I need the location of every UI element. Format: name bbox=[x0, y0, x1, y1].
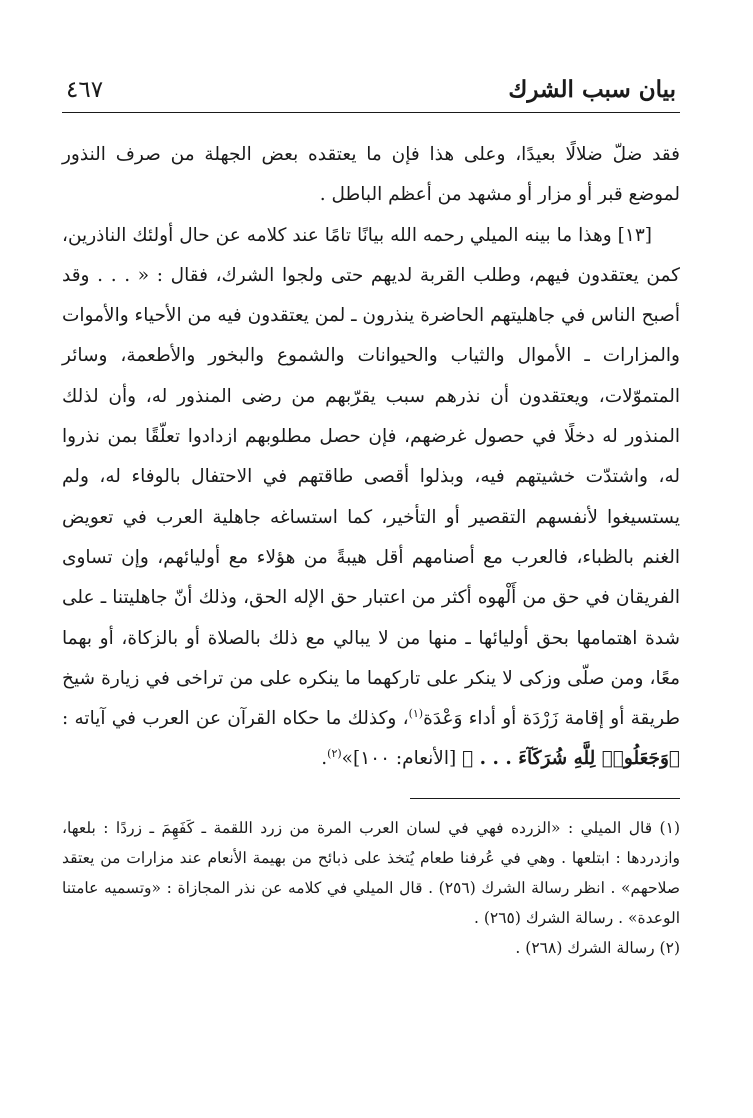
footnote-separator bbox=[410, 798, 680, 799]
book-page bbox=[62, 76, 680, 963]
paragraph-2 bbox=[62, 216, 680, 780]
running-title: بيان سبب الشرك bbox=[508, 76, 676, 103]
footnote-1: (١) قال الميلي : «الزرده فهي في لسان العرب المرة من زرد اللقمة ـ كَفَهِمَ ـ زردًا : بلعها، وازدردها : ابتلعها . وهي في عُرفنا طعام يُتخذ على ذبائح من بهيمة الأنعام عند مزارات من يعتقد صلاحهم» . انظر رسالة الشرك (٢٥٦) . قال الميلي في كلامه عن نذر المجازاة : «وتسميه عامتنا الوعدة» . رسالة الشرك (٢٦٥) . bbox=[62, 818, 680, 927]
footnotes bbox=[62, 813, 680, 963]
page-number: ٤٦٧ bbox=[66, 77, 104, 103]
footnote-ref-1: (١) bbox=[408, 707, 424, 720]
footnote-2: (٢) رسالة الشرك (٢٦٨) . bbox=[515, 938, 680, 957]
quran-verse: ﴿وَجَعَلُوا۟ لِلَّهِ شُرَكَآءَ . . . ﴾ bbox=[462, 748, 680, 770]
quran-reference: [الأنعام: ١٠٠]» bbox=[341, 748, 463, 770]
paragraph-2-text: [١٣] وهذا ما بينه الميلي رحمه الله بيانًا تامًا عند كلامه عن حال أولئك الناذرين، كمن يعتقدون فيهم، وطلب القربة لديهم حتى ولجوا الشرك، فقال : « . . . وقد أصبح الناس في جاهليتهم الحاضرة ينذرون ـ لمن يعتقدون فيه من الأحياء والأموات والمزارات ـ الأموال والثياب والحيوانات والشموع والبخور والأطعمة، وسائر المتموّلات، ويعتقدون أن نذرهم سبب يقرّبهم من رضى المنذور له، وأن لذلك المنذور له دخلًا في حصول غرضهم، فإن حصل مطلوبهم ازدادوا تعلّقًا بمن نذروا له، واشتدّت خشيتهم فيه، وبذلوا أقصى طاقتهم في الاحتفال بالوفاء له، ولم يستسيغوا لأنفسهم التقصير أو التأخير، كما استساغه جاهلية العرب في تعويض الغنم بالظباء، فالعرب مع أصنامهم أقل هيبةً من هؤلاء مع أوليائهم، وإن تساوى الفريقان في حق من أَلْهوه أكثر من اعتبار حق الإله الحق، وذلك أنّ جاهليتنا ـ على شدة اهتمامها بحق أوليائها ـ منها من لا يبالي مع ذلك بالصلاة أو بالزكاة، أو بهما معًا، ومن صلّى وزكى لا ينكر على تاركهما ما ينكره على من تراخى في زيارة شيخ طريقة أو إقامة زَرْدَة أو أداء وَعْدَة bbox=[62, 224, 680, 730]
page-header bbox=[62, 76, 680, 113]
main-text bbox=[62, 135, 680, 780]
paragraph-2-end: . bbox=[321, 748, 328, 770]
footnote-ref-2: (٢) bbox=[327, 747, 342, 761]
paragraph-1: فقد ضلّ ضلالًا بعيدًا، وعلى هذا فإن ما يعتقده بعض الجهلة من صرف النذور لموضع قبر أو مزار أو مشهد من أعظم الباطل . bbox=[62, 144, 680, 206]
paragraph-2-text-cont: ، وكذلك ما حكاه القرآن عن العرب في آياته : bbox=[62, 708, 409, 730]
